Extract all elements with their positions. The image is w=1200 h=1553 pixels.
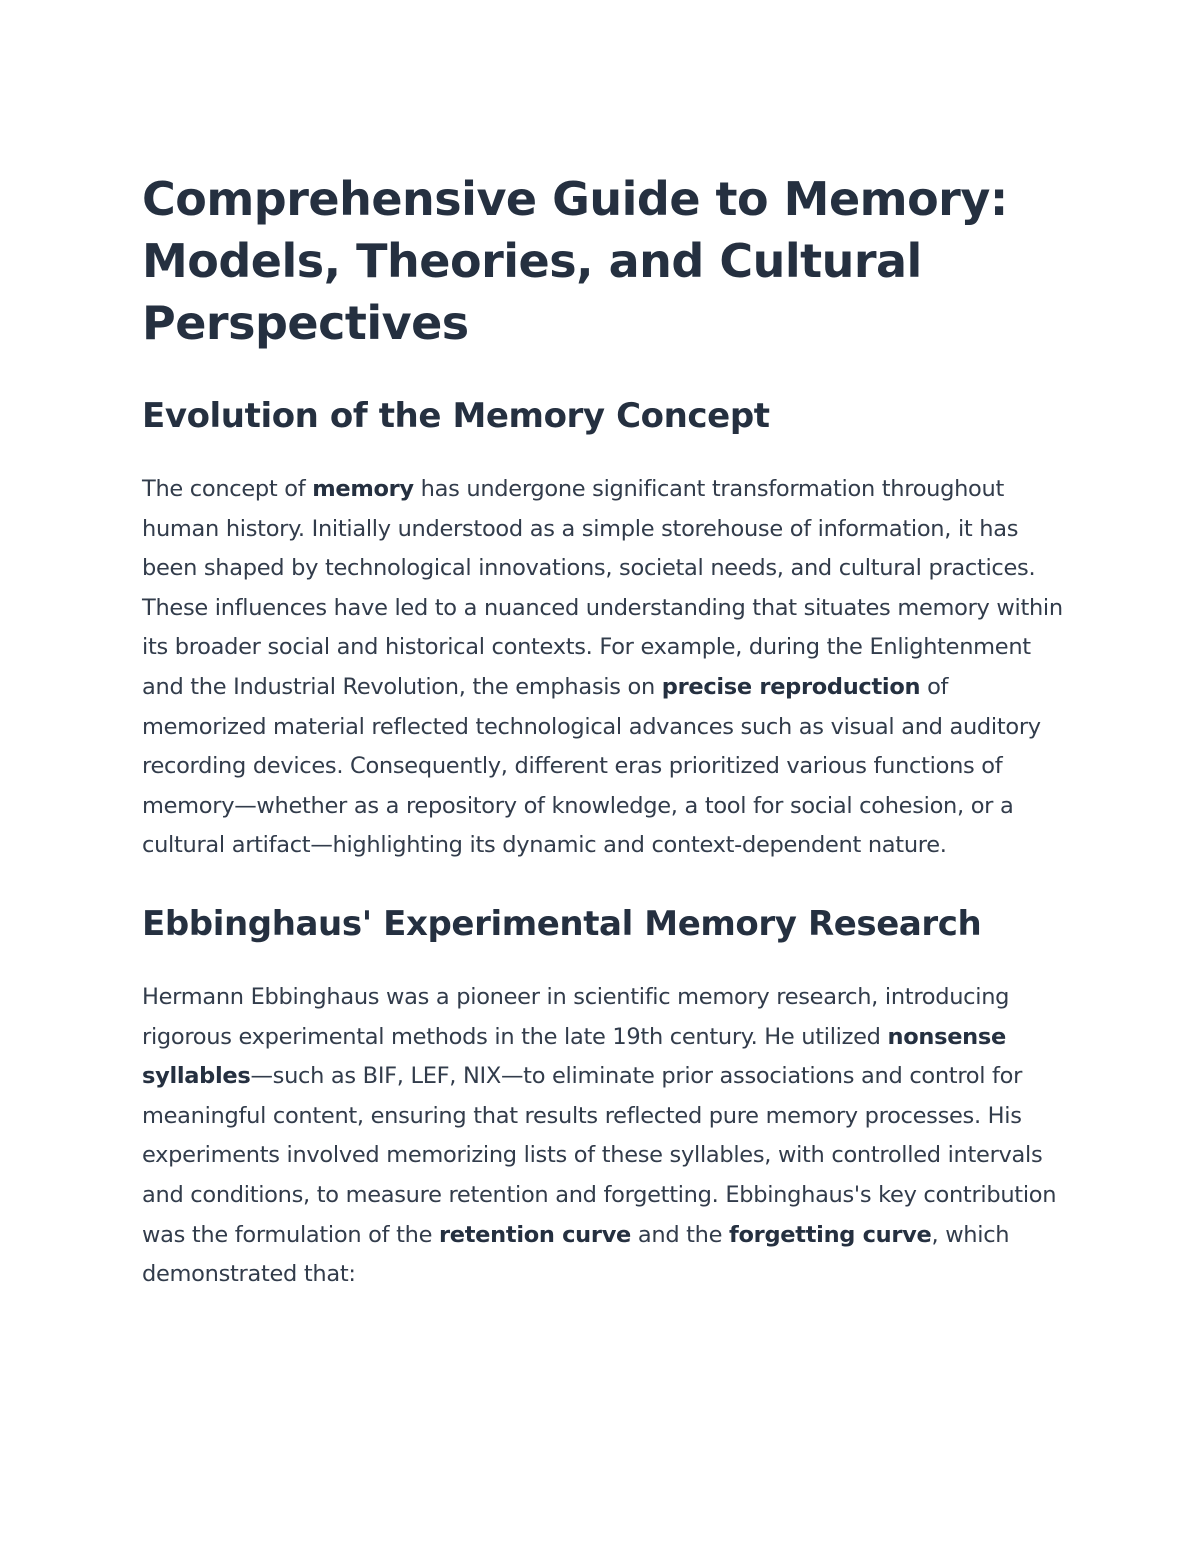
- paragraph-text: The concept of: [142, 476, 313, 502]
- paragraph-text: , which demonstrated that:: [142, 1221, 1010, 1288]
- section-paragraph-ebbinghaus: [142, 978, 1072, 1295]
- paragraph-text: Hermann Ebbinghaus was a pioneer in scientific memory research, introducing rigorous experimental methods in the late 19th century. He utilized: [142, 983, 1010, 1050]
- section-paragraph-evolution: [142, 470, 1072, 866]
- paragraph-text: and the: [631, 1221, 730, 1248]
- bold-term-forgetting-curve: forgetting curve: [729, 1221, 932, 1248]
- section-heading-evolution: Evolution of the Memory Concept: [142, 396, 770, 436]
- bold-term-memory: memory: [312, 476, 414, 502]
- bold-term-nonsense-syllables: nonsense syllables: [142, 1023, 1006, 1090]
- document-title: Comprehensive Guide to Memory: Models, Theories, and Cultural Perspectives: [142, 172, 1008, 350]
- paragraph-text: of memorized material reflected technological advances such as visual and auditory recording devices. Consequently, different eras prioritized various functions of memory—whether as a repository of knowledge, a tool for social cohesion, or a cultural artifact—highlighting its dynamic and context-dependent nature.: [142, 673, 1041, 859]
- paragraph-text: has undergone significant transformation throughout human history. Initially understood as a simple storehouse of information, it has been shaped by technological innovations, societal needs, and cultural practices. These influences have led to a nuanced understanding that situates memory within its broader social and historical contexts. For example, during the Enlightenment and the Industrial Revolution, the emphasis on: [142, 476, 1063, 700]
- section-heading-ebbinghaus: Ebbinghaus' Experimental Memory Research: [142, 903, 982, 944]
- document-page: [142, 168, 1072, 1295]
- paragraph-text: —such as BIF, LEF, NIX—to eliminate prior associations and control for meaningful content, ensuring that results reflected pure memory processes. His experiments involved memorizing lists of these syllables, with controlled intervals and conditions, to measure retention and forgetting. Ebbinghaus's key contribution was the formulation of the: [142, 1063, 1057, 1248]
- bold-term-retention-curve: retention curve: [438, 1221, 632, 1248]
- bold-term-precise-reproduction: precise reproduction: [661, 673, 921, 700]
